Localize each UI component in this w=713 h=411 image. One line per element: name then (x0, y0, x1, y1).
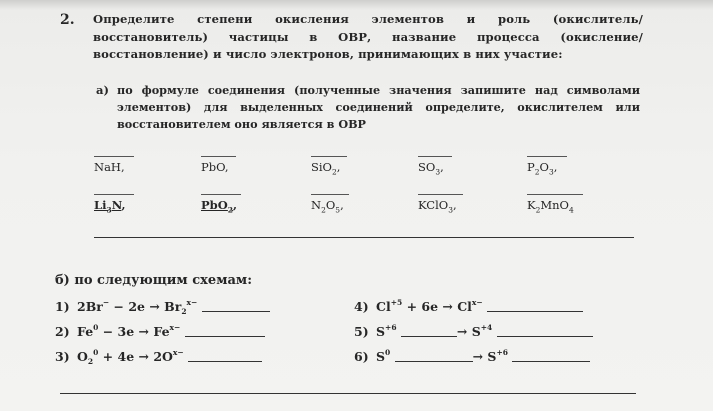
scheme-4-answer-blank[interactable] (487, 311, 583, 312)
oxidation-state-overline (418, 156, 452, 157)
oxidation-state-overline (201, 156, 236, 157)
scheme-3: 3) $O_2^0 + 4e \to 2O^{x-}$ (55, 348, 262, 366)
oxidation-state-overline (527, 156, 567, 157)
scheme-2-answer-blank[interactable] (185, 336, 265, 337)
page-edge-shadow (0, 0, 713, 10)
compound-so3: $SO_3$, (418, 160, 444, 176)
answer-line-a[interactable] (94, 237, 634, 238)
compound-k2mno4: $K_2MnO_4$ (527, 198, 574, 214)
scheme-6-electron-blank[interactable] (395, 361, 473, 362)
compound-nah: NaH, (94, 160, 125, 174)
compound-n2o5: $N_2O_5$, (311, 198, 344, 214)
scheme-5-answer-blank[interactable] (497, 336, 593, 337)
task-instruction: Определите степени окисления элементов и роль (окислитель/ восстановитель) частицы в ОВР, название процесса (окисление/ восстановление) и число электронов, принимающих в них участие: (93, 12, 643, 62)
oxidation-state-overline (94, 194, 134, 195)
scheme-5: 5) $S^{+6} \to S^{+4}$ (354, 323, 593, 339)
scheme-1: 1) $2Br^- - 2e \to Br_2^{x-}$ (55, 298, 270, 316)
scheme-6-answer-blank[interactable] (512, 361, 590, 362)
compound-pbo: PbO, (201, 160, 229, 174)
compound-sio2: SiO$_2$, (311, 160, 340, 176)
scheme-1-answer-blank[interactable] (202, 311, 270, 312)
scheme-5-electron-blank[interactable] (401, 336, 457, 337)
oxidation-state-overline (311, 194, 349, 195)
compound-li3n-highlighted: $Li_3N$, (94, 198, 125, 214)
part-a-marker: а) (96, 83, 109, 97)
task-number: 2. (60, 12, 75, 28)
scheme-3-answer-blank[interactable] (188, 361, 262, 362)
oxidation-state-overline (418, 194, 463, 195)
part-a-instruction: по формуле соединения (полученные значения запишите над символами элементов) для выделенных соединений определите, окислителем или восстановителем оно является в ОВР (117, 83, 640, 131)
compound-pbo2-highlighted: PbO$_2$, (201, 198, 237, 214)
compound-p2o3: $P_2O_3$, (527, 160, 557, 176)
scheme-6: 6) $S^0 \to S^{+6}$ (354, 348, 590, 364)
oxidation-state-overline (311, 156, 347, 157)
oxidation-state-overline (94, 156, 134, 157)
answer-line-b[interactable] (60, 393, 636, 394)
oxidation-state-overline (527, 194, 583, 195)
compound-kclo3: KClO$_3$, (418, 198, 457, 214)
scheme-2: 2) $Fe^0 - 3e \to Fe^{x-}$ (55, 323, 265, 339)
scheme-4: 4) $Cl^{+5} + 6e \to Cl^{x-}$ (354, 298, 583, 314)
oxidation-state-overline (201, 194, 241, 195)
part-b-label: б) по следующим схемам: (55, 273, 252, 288)
